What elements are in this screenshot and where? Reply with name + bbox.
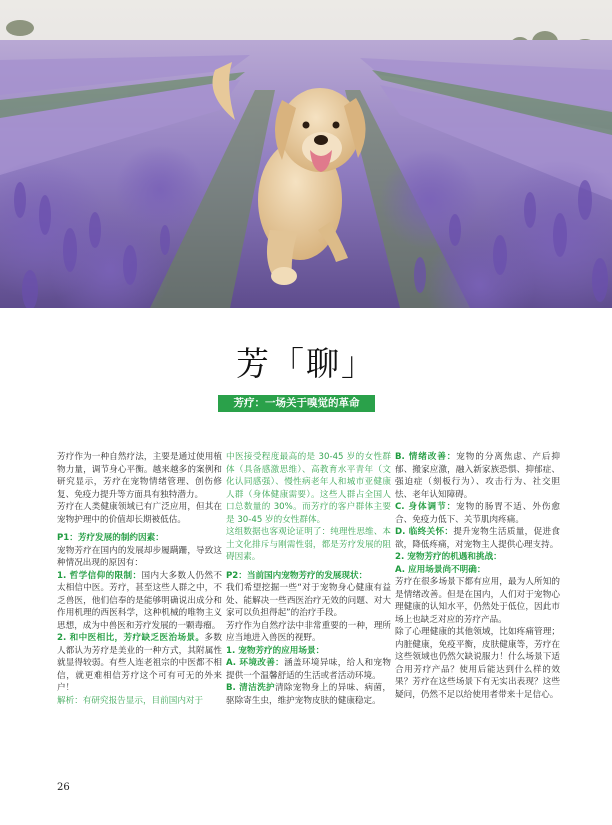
- paragraph: [395, 501, 560, 526]
- section-heading: B. 情绪改善：: [395, 452, 457, 462]
- paragraph: [57, 532, 222, 545]
- body-text: 宠物的分离焦虑、产后抑郁、搬家应激，融入新家族恐惧、抑郁症、强迫症（刻板行为）、攻击行为、社交胆怯、老年认知障碍。: [395, 452, 560, 500]
- section-heading: C. 身体调节：: [395, 502, 457, 512]
- body-text: 解析：有研究报告显示，目前国内对于: [57, 695, 204, 706]
- section-heading: P1：芳疗发展的制约因素：: [57, 533, 164, 543]
- section-heading: A. 环境改善：: [226, 658, 285, 668]
- subtitle-banner: 芳疗：一场关于嗅觉的革命: [218, 395, 375, 412]
- section-heading: 1. 哲学信仰的限制：: [57, 570, 142, 581]
- body-text: 国内大多数人仍然不太相信中医。芳疗，甚至这些人群之中，不乏兽医，他们信奉的是能够明确说出成分和作用机理的西医科学，这种机械的唯物主义思想，成为中兽医和芳疗发展的一颗毒瘤。: [57, 570, 222, 631]
- page-number: 26: [57, 782, 70, 793]
- paragraph: [395, 576, 560, 626]
- section-heading: B. 清洁洗护: [226, 683, 275, 693]
- body-text: 提升宠物生活质量，促进食欲，降低疼痛，对宠物主人提供心理支持。: [395, 527, 560, 550]
- body-text: 除了心理健康的其他领域，比如疼痛管理；内脏健康，免疫平衡，皮肤健康等，芳疗在这些领域也仍然欠缺说服力！什么场景下适合用芳疗产品？使用后能达到什么样的效果？芳疗在这些场景下有无实出表现？这些疑问，仍然不足以给使用者带来十足信心。: [395, 627, 560, 700]
- text-column-1: [57, 451, 222, 707]
- paragraph: [226, 451, 391, 526]
- paragraph: [226, 570, 391, 583]
- paragraph: [57, 570, 222, 633]
- paragraph: [395, 626, 560, 701]
- paragraph: [395, 451, 560, 501]
- body-text: 芳疗作为一种自然疗法，主要是通过使用植物力量，调节身心平衡。越来越多的案例和研究显示，芳疗在宠物情绪管理、创伤修复、免疫力提升等方面具有独特潜力。: [57, 452, 222, 500]
- body-text: 芳疗在人类健康领域已有广泛应用，但其在宠物护理中的价值却长期被低估。: [57, 502, 222, 525]
- paragraph: [57, 545, 222, 570]
- text-column-2: [226, 451, 391, 707]
- paragraph: [395, 526, 560, 551]
- body-text: 我们希望挖掘一些“对于宠物身心健康有益处、能解决一些西医治疗无效的问题、对大家可以负担得起”的治疗手段。: [226, 583, 391, 618]
- paragraph: [57, 451, 222, 501]
- paragraph: [226, 526, 391, 564]
- paragraph: [226, 682, 391, 707]
- body-text: 涵盖环境异味，给人和宠物提供一个温馨舒适的生活或者活动环境。: [226, 658, 391, 681]
- body-text: 宠物的肠胃不适、外伤愈合、免疫力低下、关节肌肉疼痛。: [395, 502, 560, 525]
- body-text: 芳疗在很多场景下都有应用，最为人所知的是情绪改善。但是在国内，人们对于宠物心理健康的认知水平，仍然处于低位，因此市场上也缺乏对应的芳疗产品。: [395, 577, 560, 625]
- page-title: 芳「聊」: [236, 344, 376, 383]
- paragraph: [226, 645, 391, 658]
- paragraph: [395, 551, 560, 564]
- paragraph: [226, 620, 391, 645]
- paragraph: [57, 632, 222, 695]
- paragraph: [226, 657, 391, 682]
- section-heading: 1. 宠物芳疗的应用场景：: [226, 645, 325, 656]
- body-text: 这组数据也客观论证明了：纯理性思维、本土文化排斥与刚需性弱，都是芳疗发展的阻碍因素。: [226, 527, 391, 562]
- section-heading: D. 临终关怀：: [395, 527, 454, 537]
- body-text: 芳疗作为自然疗法中非常重要的一种，理所应当地进入兽医的视野。: [226, 620, 391, 643]
- body-text: 中医接受程度最高的是 30-45 岁的女性群体（具备感激思维）、高教育水平青年（文化认同感强）、慢性病老年人和城市亚健康人群（身体健康需要）。这些人群占全国人口总数量的 30%。而芳疗的客户群体主要是 30-45 岁的女性群体。: [226, 452, 391, 525]
- section-heading: 2. 和中医相比，芳疗缺乏医治场景。: [57, 633, 205, 643]
- hero-photo: [0, 0, 612, 308]
- paragraph: [57, 501, 222, 526]
- dog-lavender-illustration: [0, 0, 612, 308]
- paragraph: [57, 695, 222, 708]
- body-text: 宠物芳疗在国内的发展却步履蹒跚，导致这种情况出现的原因有：: [57, 545, 222, 568]
- section-heading: P2：当前国内宠物芳疗的发展现状：: [226, 570, 368, 581]
- text-column-3: [395, 451, 560, 701]
- section-heading: 2. 宠物芳疗的机遇和挑战：: [395, 552, 502, 562]
- section-heading: A. 应用场景尚不明确：: [395, 564, 486, 575]
- paragraph: [226, 582, 391, 620]
- body-text: 多数人都认为芳疗是美业的一种方式，其附属性就显得较弱。有些人连老祖宗的中医都不相信，就更难相信芳疗这个可有可无的外来户！: [57, 633, 222, 693]
- body-text: 清除宠物身上的异味、病菌，驱除寄生虫，维护宠物皮肤的健康稳定。: [226, 683, 391, 706]
- paragraph: [395, 564, 560, 577]
